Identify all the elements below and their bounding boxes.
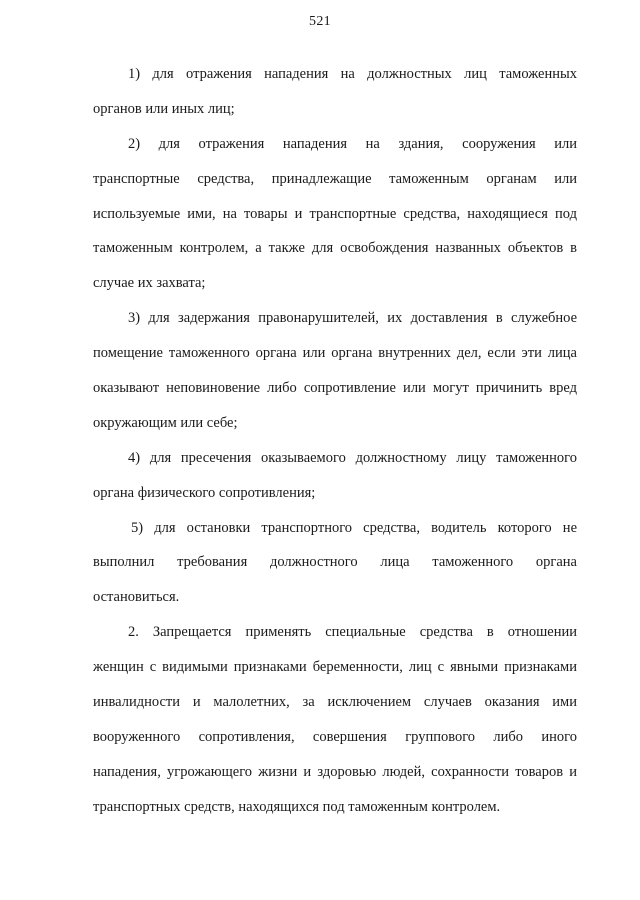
text-line: используемые ими, на товары и транспортные средства, находящиеся под bbox=[93, 205, 577, 222]
paragraph-item-2 bbox=[93, 127, 577, 301]
text-line: оказывают неповиновение либо сопротивление или могут причинить вред bbox=[93, 380, 577, 397]
paragraph-item-6 bbox=[93, 615, 577, 824]
text-line: 3) для задержания правонарушителей, их доставления в служебное bbox=[128, 310, 577, 327]
text-line: инвалидности и малолетних, за исключением случаев оказания ими bbox=[93, 694, 577, 711]
text-line: органа физического сопротивления; bbox=[93, 484, 316, 501]
text-line: 2) для отражения нападения на здания, сооружения или bbox=[128, 135, 577, 152]
text-line: 2. Запрещается применять специальные средства в отношении bbox=[128, 624, 577, 641]
text-line: выполнил требования должностного лица таможенного органа bbox=[93, 554, 577, 571]
text-line: остановиться. bbox=[93, 589, 180, 606]
text-line: 5) для остановки транспортного средства, водитель которого не bbox=[131, 519, 577, 536]
text-line: женщин с видимыми признаками беременности, лиц с явными признаками bbox=[93, 659, 577, 676]
text-line: окружающим или себе; bbox=[93, 414, 238, 431]
paragraph-item-3 bbox=[93, 301, 577, 441]
text-line: транспортных средств, находящихся под таможенным контролем. bbox=[93, 798, 501, 815]
text-line: нападения, угрожающего жизни и здоровью людей, сохранности товаров и bbox=[93, 763, 577, 780]
text-line: вооруженного сопротивления, совершения группового либо иного bbox=[93, 728, 577, 745]
text-line: 1) для отражения нападения на должностных лиц таможенных bbox=[128, 66, 577, 82]
text-line: органов или иных лиц; bbox=[93, 100, 235, 117]
paragraph-item-4 bbox=[93, 441, 577, 511]
text-line: 4) для пресечения оказываемого должностному лицу таможенного bbox=[128, 449, 577, 466]
text-line: таможенным контролем, а также для освобождения названных объектов в bbox=[93, 240, 577, 257]
paragraph-item-5 bbox=[93, 511, 577, 616]
paragraph-item-1 bbox=[93, 57, 577, 127]
page-number: 521 bbox=[309, 14, 331, 29]
text-line: случае их захвата; bbox=[93, 275, 206, 292]
text-line: транспортные средства, принадлежащие таможенным органам или bbox=[93, 170, 577, 187]
text-line: помещение таможенного органа или органа внутренних дел, если эти лица bbox=[93, 345, 577, 362]
document-body bbox=[93, 57, 577, 825]
